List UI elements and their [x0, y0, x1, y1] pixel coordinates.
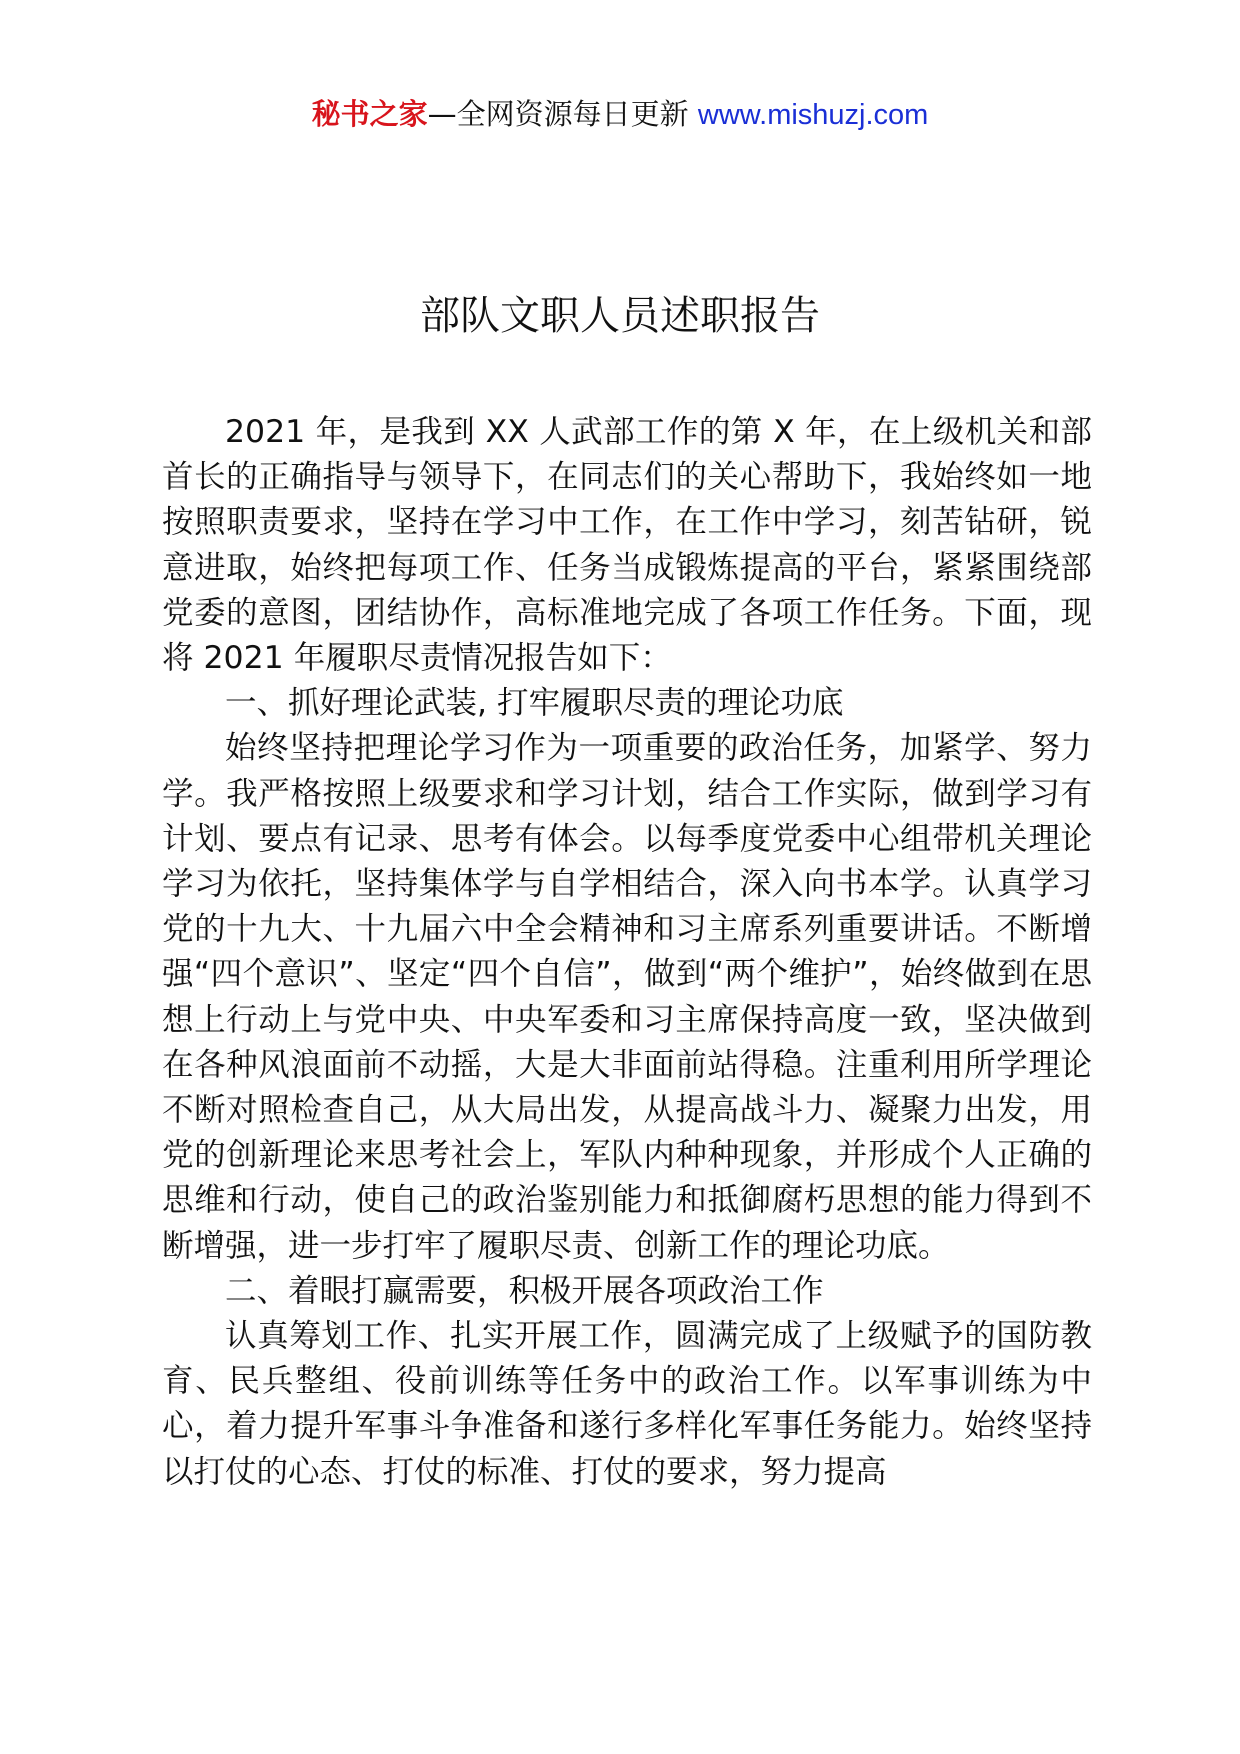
section-heading-2: 二、着眼打赢需要，积极开展各项政治工作 [225, 1272, 824, 1309]
section-heading-1: 一、抓好理论武装, 打牢履职尽责的理论功底 [225, 685, 844, 722]
site-header [0, 94, 1240, 135]
header-tagline: —全网资源每日更新 [427, 97, 689, 131]
document-body [162, 410, 1092, 1495]
section-2-paragraph: 认真筹划工作、扎实开展工作，圆满完成了上级赋予的国防教育、民兵整组、役前训练等任务中的政治工作。以军事训练为中心，着力提升军事斗争准备和遂行多样化军事任务能力。始终坚持以打仗的心态、打仗的标准、打仗的要求，努力提高 [162, 1318, 1092, 1490]
site-url-link[interactable]: www.mishuzj.com [697, 99, 929, 131]
section-1-paragraph: 始终坚持把理论学习作为一项重要的政治任务，加紧学、努力学。我严格按照上级要求和学习计划，结合工作实际，做到学习有计划、要点有记录、思考有体会。以每季度党委中心组带机关理论学习为依托，坚持集体学与自学相结合，深入向书本学。认真学习党的十九大、十九届六中全会精神和习主席系列重要讲话。不断增强“四个意识”、坚定“四个自信”，做到“两个维护”，始终做到在思想上行动上与党中央、中央军委和习主席保持高度一致，坚决做到在各种风浪面前不动摇，大是大非面前站得稳。注重利用所学理论不断对照检查自己，从大局出发，从提高战斗力、凝聚力出发，用党的创新理论来思考社会上，军队内种种现象，并形成个人正确的思维和行动，使自己的政治鉴别能力和抵御腐朽思想的能力得到不断增强，进一步打牢了履职尽责、创新工作的理论功底。 [162, 730, 1092, 1264]
brand-name: 秘书之家 [311, 97, 428, 131]
intro-paragraph: 2021 年，是我到 XX 人武部工作的第 X 年，在上级机关和部首长的正确指导与领导下，在同志们的关心帮助下，我始终如一地按照职责要求，坚持在学习中工作，在工作中学习，刻苦钻研，锐意进取，始终把每项工作、任务当成锻炼提高的平台，紧紧围绕部党委的意图，团结协作，高标准地完成了各项工作任务。下面，现将 2021 年履职尽责情况报告如下： [162, 414, 1092, 677]
document-title: 部队文职人员述职报告 [420, 293, 820, 339]
